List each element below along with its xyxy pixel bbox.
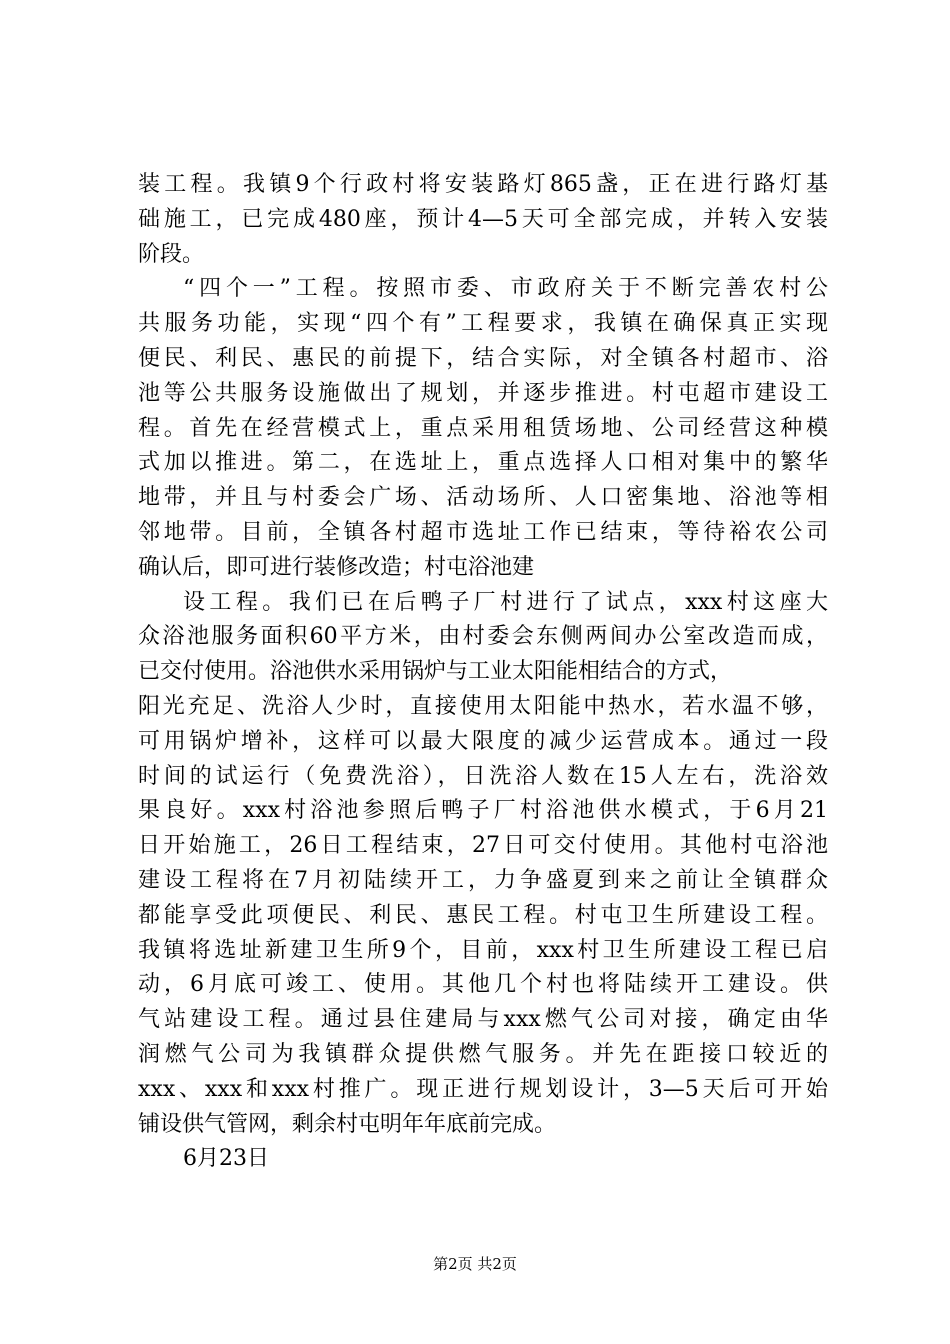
text-line: 润燃气公司为我镇群众提供燃气服务。并先在距接口较近的 xyxy=(138,1041,828,1067)
text-line: 共服务功能，实现“四个有”工程要求，我镇在确保真正实现 xyxy=(138,311,828,337)
text-line: 已交付使用。浴池供水采用锅炉与工业太阳能相结合的方式， xyxy=(138,659,733,685)
text-line: 果良好。xxx村浴池参照后鸭子厂村浴池供水模式，于6月21 xyxy=(138,798,828,824)
text-line: 可用锅炉增补，这样可以最大限度的减少运营成本。通过一段 xyxy=(138,728,828,754)
text-line: 建设工程将在7月初陆续开工，力争盛夏到来之前让全镇群众 xyxy=(138,867,828,893)
text-line: 都能享受此项便民、利民、惠民工程。村屯卫生所建设工程。 xyxy=(138,902,828,928)
text-line: 时间的试运行（免费洗浴），日洗浴人数在15人左右，洗浴效 xyxy=(138,763,828,789)
text-line: 气站建设工程。通过县住建局与xxx燃气公司对接，确定由华 xyxy=(138,1007,828,1033)
text-line: 地带，并且与村委会广场、活动场所、人口密集地、浴池等相 xyxy=(138,485,828,511)
text-line: 池等公共服务设施做出了规划，并逐步推进。村屯超市建设工 xyxy=(138,380,828,406)
text-line: 确认后，即可进行装修改造；村屯浴池建 xyxy=(138,554,535,580)
text-line: 式加以推进。第二，在选址上，重点选择人口相对集中的繁华 xyxy=(138,450,828,476)
text-line: 众浴池服务面积60平方米，由村委会东侧两间办公室改造而成， xyxy=(138,624,828,650)
text-line: 础施工，已完成480座，预计4—5天可全部完成，并转入安装 xyxy=(138,206,828,232)
text-line: 我镇将选址新建卫生所9个，目前，xxx村卫生所建设工程已启 xyxy=(138,937,828,963)
text-line: 设工程。我们已在后鸭子厂村进行了试点，xxx村这座大 xyxy=(183,589,828,615)
text-line: 邻地带。目前，全镇各村超市选址工作已结束，等待裕农公司 xyxy=(138,519,828,545)
document-body xyxy=(138,168,828,1177)
text-line: 阳光充足、洗浴人少时，直接使用太阳能中热水，若水温不够， xyxy=(138,693,828,719)
text-line: 6月23日 xyxy=(183,1146,269,1172)
text-line: 铺设供气管网，剩余村屯明年年底前完成。 xyxy=(138,1111,557,1137)
text-line: 程。首先在经营模式上，重点采用租赁场地、公司经营这种模 xyxy=(138,415,828,441)
text-line: 日开始施工，26日工程结束，27日可交付使用。其他村屯浴池 xyxy=(138,833,828,859)
text-line: xxx、xxx和xxx村推广。现正进行规划设计，3—5天后可开始 xyxy=(138,1076,828,1102)
text-line: 装工程。我镇9个行政村将安装路灯865盏，正在进行路灯基 xyxy=(138,172,828,197)
text-line: 阶段。 xyxy=(138,241,205,267)
text-line: 便民、利民、惠民的前提下，结合实际，对全镇各村超市、浴 xyxy=(138,345,828,371)
text-line: 动，6月底可竣工、使用。其他几个村也将陆续开工建设。供 xyxy=(138,972,828,998)
page-footer: 第2页 共2页 xyxy=(433,1255,517,1273)
text-line: “四个一”工程。按照市委、市政府关于不断完善农村公 xyxy=(183,276,828,302)
